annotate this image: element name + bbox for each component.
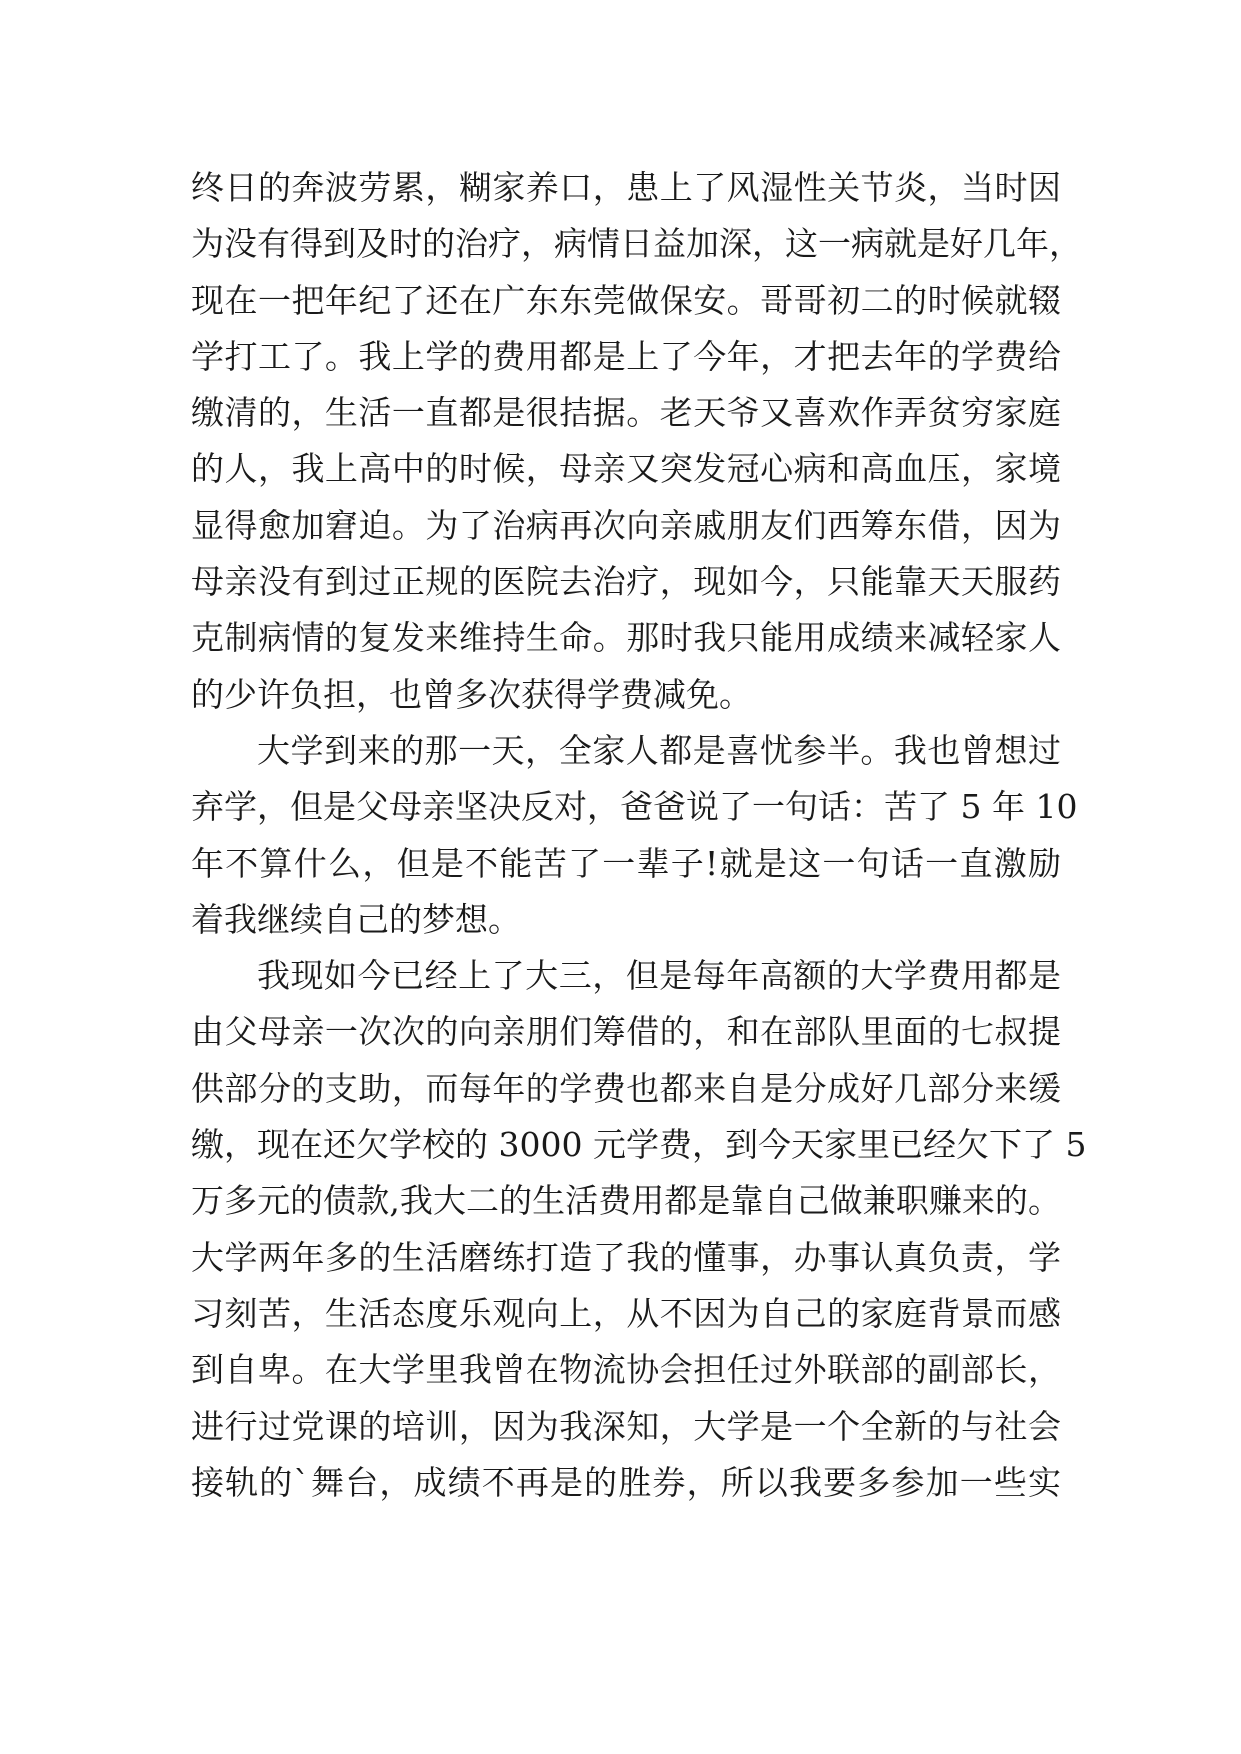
- text-line: 大学两年多的生活磨练打造了我的懂事，办事认真负责，学: [191, 1237, 1061, 1277]
- text-line: 习刻苦，生活态度乐观向上，从不因为自己的家庭背景而感: [191, 1293, 1061, 1333]
- text-line: 着我继续自己的梦想。: [191, 899, 521, 939]
- text-line: 克制病情的复发来维持生命。那时我只能用成绩来减轻家人: [191, 618, 1061, 658]
- text-line: 的人，我上高中的时候，母亲又突发冠心病和高血压，家境: [191, 449, 1061, 489]
- paragraph-3: [191, 948, 1087, 1511]
- text-line: 缴，现在还欠学校的 3000 元学费，到今天家里已经欠下了 5: [191, 1125, 1087, 1165]
- text-line: 弃学，但是父母亲坚决反对，爸爸说了一句话：苦了 5 年 10: [191, 787, 1078, 827]
- text-line: 我现如今已经上了大三，但是每年高额的大学费用都是: [257, 956, 1061, 996]
- paragraph-2: [191, 723, 1078, 948]
- text-line: 进行过党课的培训，因为我深知，大学是一个全新的与社会: [191, 1406, 1061, 1446]
- text-line: 为没有得到及时的治疗，病情日益加深，这一病就是好几年，: [191, 224, 1082, 264]
- text-line: 学打工了。我上学的费用都是上了今年，才把去年的学费给: [191, 336, 1061, 376]
- text-line: 接轨的`舞台，成绩不再是的胜券，所以我要多参加一些实: [191, 1462, 1061, 1502]
- paragraph-1: [191, 160, 1082, 723]
- text-line: 的少许负担，也曾多次获得学费减免。: [191, 674, 752, 714]
- text-line: 万多元的债款,我大二的生活费用都是靠自己做兼职赚来的。: [191, 1181, 1061, 1221]
- text-line: 由父母亲一次次的向亲朋们筹借的，和在部队里面的七叔提: [191, 1012, 1061, 1052]
- text-line: 现在一把年纪了还在广东东莞做保安。哥哥初二的时候就辍: [191, 280, 1061, 320]
- text-line: 供部分的支助，而每年的学费也都来自是分成好几部分来缓: [191, 1068, 1061, 1108]
- text-line: 缴清的，生活一直都是很拮据。老天爷又喜欢作弄贫穷家庭: [191, 393, 1061, 433]
- text-line: 终日的奔波劳累，糊家养口，患上了风湿性关节炎，当时因: [191, 168, 1061, 207]
- text-line: 大学到来的那一天，全家人都是喜忧参半。我也曾想过: [257, 730, 1061, 770]
- body-text: [191, 160, 1087, 1511]
- text-line: 母亲没有到过正规的医院去治疗，现如今，只能靠天天服药: [191, 562, 1061, 602]
- text-line: 显得愈加窘迫。为了治病再次向亲戚朋友们西筹东借，因为: [191, 505, 1061, 545]
- text-line: 到自卑。在大学里我曾在物流协会担任过外联部的副部长，: [191, 1350, 1061, 1390]
- text-line: 年不算什么，但是不能苦了一辈子!就是这一句话一直激励: [191, 843, 1061, 883]
